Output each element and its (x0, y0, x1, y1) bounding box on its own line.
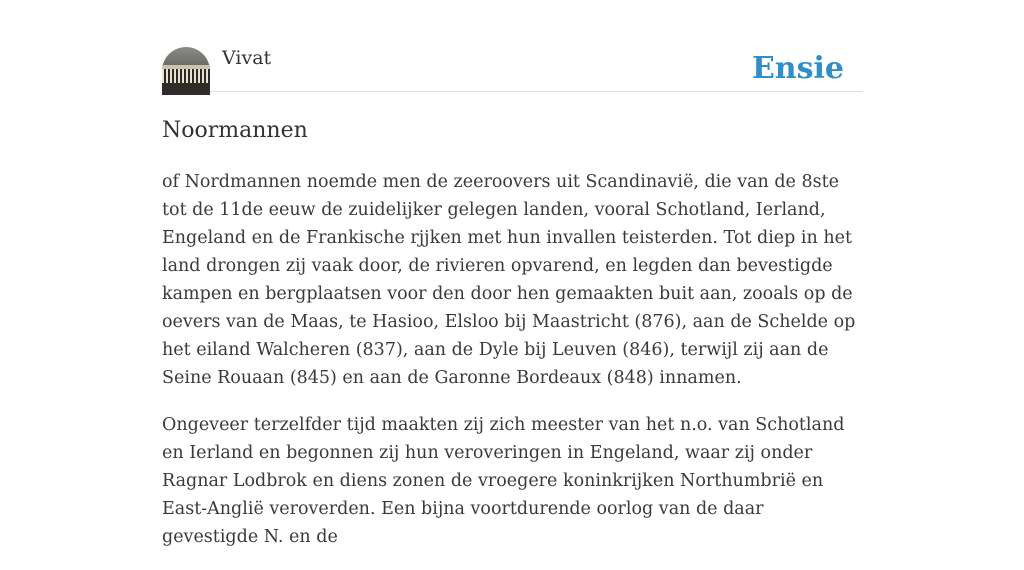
paragraph: Ongeveer terzelfder tijd maakten zij zich meester van het n.o. van Schotland en Ierland en begonnen zij hun veroveringen in Engeland, waar zij onder Ragnar Lodbrok en diens zonen de vroegere koninkrijken Northumbrië en East-Anglië veroverden. Een bijna voortdurende oorlog van de daar gevestigde N. en de (162, 415, 845, 547)
paragraph: of Nordmannen noemde men de zeeroovers uit Scandinavië, die van de 8ste tot de 11de eeuw de zuidelijker gelegen landen, vooral Schotland, Ierland, Engeland en de Frankische rjjken met hun invallen teisterden. Tot diep in het land drongen zij vaak door, de rivieren opvarend, en legden dan bevestigde kampen en bergplaatsen voor den door hen gemaakten buit aan, zooals op de oevers van de Maas, te Hasioo, Elsloo bij Maastricht (876), aan de Schelde op het eiland Walcheren (837), aan de Dyle bij Leuven (846), terwijl zij aan de Seine Rouaan (845) en aan de Garonne Bordeaux (848) innamen. (162, 172, 856, 388)
avatar-image-books (162, 69, 210, 83)
article-title: Noormannen (162, 118, 308, 143)
page (162, 0, 862, 547)
header (162, 0, 862, 92)
author-name[interactable]: Vivat (222, 47, 272, 69)
avatar-image-base (162, 83, 210, 95)
author-avatar[interactable] (162, 47, 210, 95)
site-logo[interactable]: Ensie (751, 51, 844, 86)
article-body (162, 168, 862, 570)
